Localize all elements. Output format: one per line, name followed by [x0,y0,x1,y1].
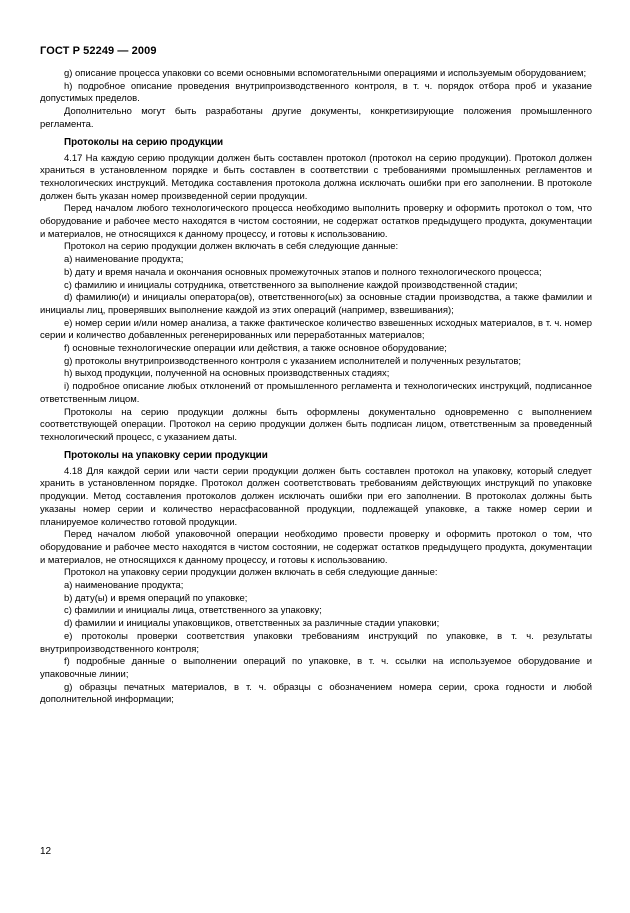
list-item: b) дату(ы) и время операций по упаковке; [64,592,248,604]
list-item: a) наименование продукта; [64,254,184,266]
document-body [40,68,592,707]
list-item: c) фамилии и инициалы лица, ответственного за упаковку; [64,605,322,617]
paragraph: Протокол на серию продукции должен включать в себя следующие данные: [64,241,399,253]
paragraph: Перед началом любого технологического процесса необходимо выполнить проверку и оформить протокол о том, что оборудование и рабочее место находятся в чистом состоянии, не содержат остатков предыдущего продукта, документации и материалов, не относящихся к данному процессу, и готовы к использованию. [40,203,592,240]
list-item: b) дату и время начала и окончания основных промежуточных этапов и полного технологического процесса; [64,266,542,278]
paragraph: 4.17 На каждую серию продукции должен быть составлен протокол (протокол на серию продукции). Протокол должен храниться в установленном порядке и быть составлен в соответствии с требованиями промышленных регламентов и технологических инструкций. Методика составления протокола должна исключать ошибки при его заполнении. В протоколе должен быть указан номер произведенной серии продукции. [40,152,592,202]
list-item: d) фамилии и инициалы упаковщиков, ответственных за различные стадии упаковки; [64,618,440,630]
paragraph: 4.18 Для каждой серии или части серии продукции должен быть составлен протокол на упаковку, который следует хранить в установленном порядке. Протокол должен соответствовать требованиям действующих инструкций по упаковке продукции. Метод составления протоколов должен исключать ошибки при его заполнении. В протоколах должны быть указаны номер серии и количество нерасфасованной продукции, подлежащей упаковке, а также номер серии и планируемое количество готовой продукции. [40,465,592,528]
list-item: d) фамилию(и) и инициалы оператора(ов), ответственного(ых) за основные стадии производства, а также фамилии и инициалы лиц, проверявших выполнение каждой из этих операций (например, взвешивания); [40,292,592,316]
list-item: a) наименование продукта; [64,580,184,592]
list-item: g) образцы печатных материалов, в т. ч. образцы с обозначением номера серии, срока годности и любой дополнительной информации; [40,681,592,706]
page-number: 12 [40,846,52,857]
paragraph: Перед началом любой упаковочной операции необходимо провести проверку и оформить протокол о том, что оборудование и рабочее место находятся в чистом состоянии, не содержат остатков предыдущего продукта, документации и материалов, не относящихся к данному процессу, и готовы к использованию. [40,529,592,566]
document-header: ГОСТ Р 52249 — 2009 [40,45,157,57]
list-item: c) фамилию и инициалы сотрудника, ответственного за выполнение каждой производственной стадии; [64,279,518,291]
paragraph: Дополнительно могут быть разработаны другие документы, конкретизирующие положения промышленного регламента. [40,106,592,130]
paragraph: g) описание процесса упаковки со всеми основными вспомогательными операциями и используемым оборудованием; [64,68,587,79]
list-item: e) номер серии и/или номер анализа, а также фактическое количество взвешенных исходных материалов, в т. ч. номер серии и количество добавленных регенерированных или переработанных материалов; [40,317,592,342]
list-item: g) протоколы внутрипроизводственного контроля с указанием исполнителей и полученных результатов; [64,355,521,367]
list-item: e) протоколы проверки соответствия упаковки требованиям инструкций по упаковке, в т. ч. результаты внутрипроизводственного контроля; [40,630,592,655]
section-heading: Протоколы на серию продукции [64,136,224,148]
paragraph: Протоколы на серию продукции должны быть оформлены документально одновременно с выполнением соответствующей операции. Протокол на серию продукции должен быть подписан лицом, ответственным за проведенный технологический процесс, с указанием даты. [40,406,592,443]
paragraph: Протокол на упаковку серии продукции должен включать в себя следующие данные: [64,567,438,579]
section-heading: Протоколы на упаковку серии продукции [64,449,268,461]
list-item: f) подробные данные о выполнении операций по упаковке, в т. ч. ссылки на используемое оборудование и упаковочные линии; [40,656,592,680]
list-item: f) основные технологические операции или действия, а также основное оборудование; [64,343,447,355]
paragraph: h) подробное описание проведения внутрипроизводственного контроля, в т. ч. порядок отбора проб и указание допустимых пределов. [40,80,592,105]
list-item: h) выход продукции, полученной на основных производственных стадиях; [64,368,390,380]
list-item: i) подробное описание любых отклонений от промышленного регламента и технологических инструкций, подписанное ответственным лицом. [40,381,592,405]
